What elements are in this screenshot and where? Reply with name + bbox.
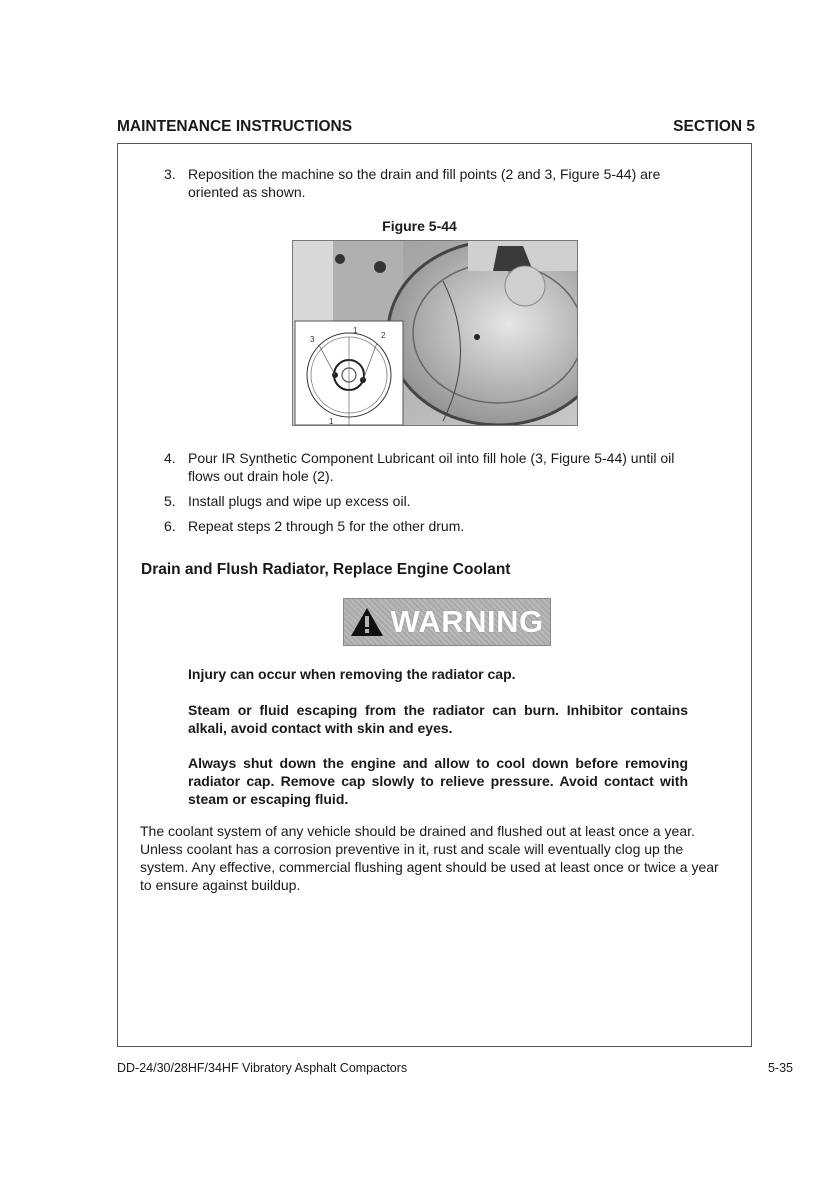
step-text: Reposition the machine so the drain and fill points (2 and 3, Figure 5-44) are oriented as shown.	[188, 166, 661, 200]
step-number: 4.	[164, 450, 176, 466]
step-text: Install plugs and wipe up excess oil.	[188, 493, 411, 509]
callout-3: 3	[310, 335, 315, 344]
footer-page-number: 5-35	[767, 1061, 793, 1075]
page-header-section: SECTION 5	[673, 118, 755, 135]
warning-triangle-icon	[350, 607, 384, 637]
step-number: 3.	[164, 166, 176, 182]
warning-paragraph-3: Always shut down the engine and allow to cool down before removing radiator cap. Remove cap slowly to relieve pressure. Avoid contact with steam or escaping fluid.	[188, 755, 688, 807]
step-number: 6.	[164, 518, 176, 534]
warning-label: WARNING	[390, 604, 544, 639]
callout-1-top: 1	[353, 326, 358, 335]
callout-1-bottom: 1	[329, 417, 334, 426]
figure-title: Figure 5-44	[382, 218, 457, 234]
warning-paragraph-1: Injury can occur when removing the radiator cap.	[188, 666, 516, 682]
footer-model: DD-24/30/28HF/34HF Vibratory Asphalt Compactors	[117, 1061, 408, 1075]
callout-2: 2	[381, 331, 386, 340]
drum-photo-illustration	[293, 241, 578, 426]
warning-paragraph-2: Steam or fluid escaping from the radiator can burn. Inhibitor contains alkali, avoid contact with skin and eyes.	[188, 702, 688, 736]
page-header-title: MAINTENANCE INSTRUCTIONS	[117, 118, 353, 135]
section-heading: Drain and Flush Radiator, Replace Engine Coolant	[141, 561, 511, 578]
step-text: Pour IR Synthetic Component Lubricant oil into fill hole (3, Figure 5-44) until oil flows out drain hole (2).	[188, 450, 675, 484]
warning-banner	[343, 598, 551, 646]
step-number: 5.	[164, 493, 176, 509]
step-text: Repeat steps 2 through 5 for the other drum.	[188, 518, 465, 534]
body-paragraph: The coolant system of any vehicle should be drained and flushed out at least once a year. Unless coolant has a corrosion preventive in it, rust and scale will eventually clog up the system. Any effective, commercial flushing agent should be used at least once or twice a year to ensure against buildup.	[140, 823, 719, 893]
figure-photo	[292, 240, 578, 426]
